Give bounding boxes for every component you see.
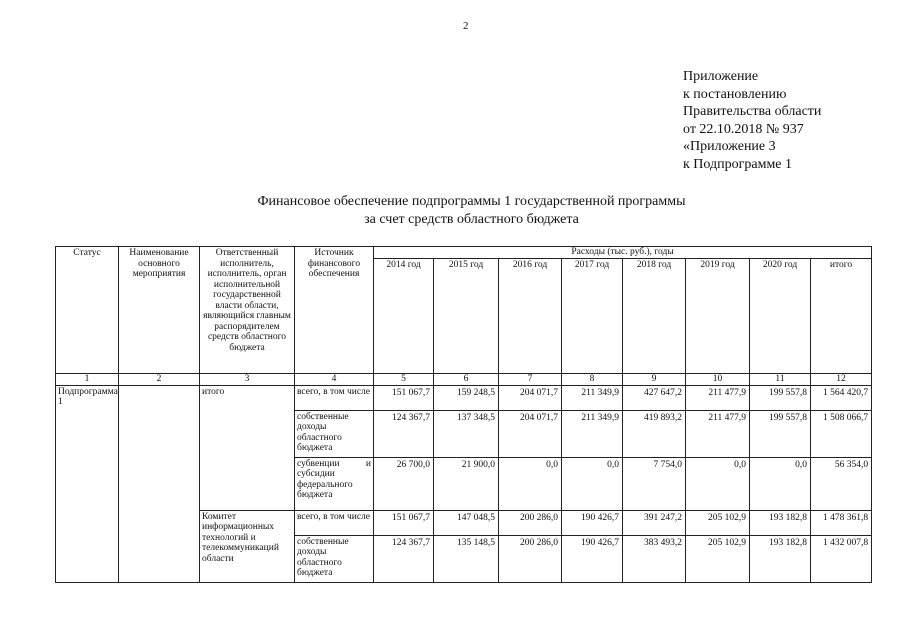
appendix-line: от 22.10.2018 № 937	[683, 121, 804, 137]
value-cell: 0,0	[562, 457, 623, 510]
value-cell: 124 367,7	[374, 535, 434, 582]
appendix-line: к постановлению	[683, 86, 787, 102]
value-cell: 211 477,9	[686, 410, 750, 457]
value-cell: 26 700,0	[374, 457, 434, 510]
column-number: 7	[499, 374, 562, 386]
value-cell: 0,0	[750, 457, 811, 510]
value-cell: 151 067,7	[374, 510, 434, 535]
value-cell: 135 148,5	[434, 535, 499, 582]
header-row	[56, 247, 872, 259]
value-cell: 7 754,0	[623, 457, 686, 510]
header-status: Статус	[56, 247, 119, 374]
appendix-line: «Приложение 3	[683, 139, 776, 154]
column-number: 1	[56, 374, 119, 386]
source-cell: собственные доходы областного бюджета	[295, 535, 374, 582]
column-number: 2	[119, 374, 200, 386]
column-number: 9	[623, 374, 686, 386]
header-year: 2015 год	[434, 258, 499, 374]
event-name-cell	[119, 385, 200, 582]
value-cell: 21 900,0	[434, 457, 499, 510]
value-cell: 137 348,5	[434, 410, 499, 457]
header-year: 2018 год	[623, 258, 686, 374]
source-cell: всего, в том числе	[295, 385, 374, 410]
source-cell: субвенции и субсидии федерального бюджета	[295, 457, 374, 510]
page-number: 2	[463, 20, 469, 32]
value-cell: 159 248,5	[434, 385, 499, 410]
value-cell: 200 286,0	[499, 535, 562, 582]
header-year: 2017 год	[562, 258, 623, 374]
value-cell: 200 286,0	[499, 510, 562, 535]
header-executor: Ответственный исполнитель, исполнитель, орган исполнительной государственной власти области, являющийся главным распорядителем средств областного бюджета	[200, 247, 295, 374]
value-cell: 124 367,7	[374, 410, 434, 457]
value-cell: 204 071,7	[499, 385, 562, 410]
value-cell: 419 893,2	[623, 410, 686, 457]
column-number: 12	[811, 374, 872, 386]
value-cell: 1 478 361,8	[811, 510, 872, 535]
column-number: 6	[434, 374, 499, 386]
title-line-2: за счет средств областного бюджета	[364, 212, 579, 227]
status-cell: Подпрограмма 1	[56, 385, 119, 582]
header-source: Источник финансового обеспечения	[295, 247, 374, 374]
value-cell: 1 432 007,8	[811, 535, 872, 582]
column-number: 3	[200, 374, 295, 386]
table-row	[56, 385, 872, 410]
value-cell: 0,0	[686, 457, 750, 510]
value-cell: 211 477,9	[686, 385, 750, 410]
column-number: 8	[562, 374, 623, 386]
value-cell: 56 354,0	[811, 457, 872, 510]
value-cell: 211 349,9	[562, 410, 623, 457]
value-cell: 199 557,8	[750, 410, 811, 457]
appendix-line: Приложение	[683, 69, 759, 84]
source-cell: собственные доходы областного бюджета	[295, 410, 374, 457]
column-number: 5	[374, 374, 434, 386]
value-cell: 205 102,9	[686, 535, 750, 582]
value-cell: 204 071,7	[499, 410, 562, 457]
document-title	[0, 193, 905, 229]
column-number: 4	[295, 374, 374, 386]
value-cell: 193 182,8	[750, 535, 811, 582]
column-numbers-row	[56, 374, 872, 386]
column-number: 10	[686, 374, 750, 386]
value-cell: 1 564 420,7	[811, 385, 872, 410]
value-cell: 193 182,8	[750, 510, 811, 535]
value-cell: 383 493,2	[623, 535, 686, 582]
value-cell: 190 426,7	[562, 535, 623, 582]
header-year: итого	[811, 258, 872, 374]
executor-cell: Комитет информационных технологий и телекоммуникаций области	[200, 510, 295, 582]
header-expenses: Расходы (тыс. руб.), годы	[374, 247, 872, 259]
value-cell: 151 067,7	[374, 385, 434, 410]
header-name: Наименование основного мероприятия	[119, 247, 200, 374]
value-cell: 427 647,2	[623, 385, 686, 410]
column-number: 11	[750, 374, 811, 386]
header-year: 2019 год	[686, 258, 750, 374]
value-cell: 199 557,8	[750, 385, 811, 410]
source-cell: всего, в том числе	[295, 510, 374, 535]
appendix-block	[683, 68, 821, 173]
appendix-line: к Подпрограмме 1	[683, 156, 793, 172]
financing-table	[55, 246, 872, 583]
value-cell: 0,0	[499, 457, 562, 510]
header-year: 2014 год	[374, 258, 434, 374]
appendix-line: Правительства области	[683, 104, 822, 119]
value-cell: 391 247,2	[623, 510, 686, 535]
value-cell: 205 102,9	[686, 510, 750, 535]
value-cell: 211 349,9	[562, 385, 623, 410]
value-cell: 147 048,5	[434, 510, 499, 535]
header-year: 2016 год	[499, 258, 562, 374]
value-cell: 190 426,7	[562, 510, 623, 535]
title-line-1: Финансовое обеспечение подпрограммы 1 государственной программы	[257, 194, 686, 209]
executor-cell: итого	[200, 385, 295, 510]
value-cell: 1 508 066,7	[811, 410, 872, 457]
header-year: 2020 год	[750, 258, 811, 374]
